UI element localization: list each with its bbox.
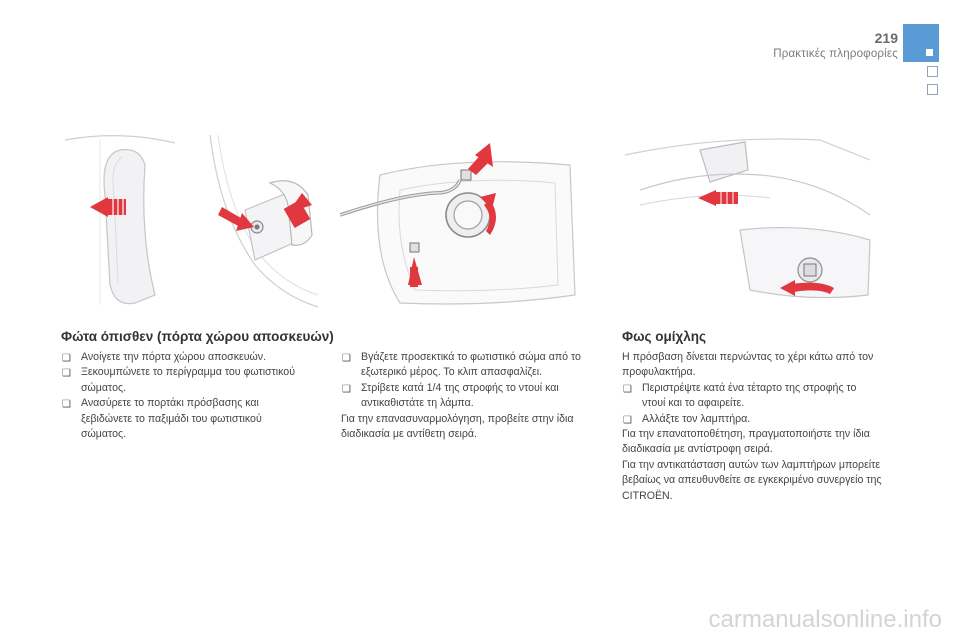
section-heading-reversing-lights: Φώτα όπισθεν (πόρτα χώρου αποσκευών) bbox=[61, 329, 334, 344]
right-instructions bbox=[622, 350, 882, 504]
chapter-tab[interactable] bbox=[927, 66, 938, 77]
tailgate-light-illustration bbox=[60, 135, 180, 310]
red-arrow-icon bbox=[698, 190, 738, 206]
dealer-note: Για την αντικατάσταση αυτών των λαμπτήρων μπορείτε βεβαίως να απευθυνθείτε σε εγκεκριμένο συνεργείο της CITROËN. bbox=[622, 458, 882, 502]
checkbox-bullet-icon: ❑ bbox=[62, 399, 71, 411]
section-title: Πρακτικές πληροφορίες bbox=[773, 48, 898, 60]
access-flap-illustration bbox=[200, 135, 320, 310]
checkbox-bullet-icon: ❑ bbox=[342, 353, 351, 364]
checkbox-bullet-icon: ❑ bbox=[62, 368, 71, 380]
watermark: carmanualsonline.info bbox=[708, 606, 942, 633]
checkbox-bullet-icon: ❑ bbox=[62, 353, 71, 364]
left-instructions bbox=[61, 350, 306, 442]
checkbox-bullet-icon: ❑ bbox=[623, 414, 632, 426]
section-heading-fog-light: Φως ομίχλης bbox=[622, 329, 707, 344]
middle-instructions bbox=[341, 350, 591, 442]
checkbox-bullet-icon: ❑ bbox=[623, 383, 632, 395]
tab-marker-icon bbox=[926, 49, 933, 56]
red-arrow-icon bbox=[90, 197, 126, 217]
list-item: ❑ Περιστρέψτε κατά ένα τέταρτο της στροφής το ντουί και το αφαιρείτε. bbox=[623, 381, 857, 410]
page-number: 219 bbox=[874, 30, 898, 46]
fog-light-illustration bbox=[620, 130, 875, 310]
list-item: ❑ Ανασύρετε το πορτάκι πρόσβασης και ξεβιδώνετε το παξιμάδι του φωτιστικού σώματος. bbox=[62, 397, 262, 441]
access-note: Η πρόσβαση δίνεται περνώντας το χέρι κάτω από τον προφυλακτήρα. bbox=[622, 351, 874, 379]
reassembly-note: Για την επανασυναρμολόγηση, προβείτε στην ίδια διαδικασία με αντίθετη σειρά. bbox=[341, 412, 574, 441]
chapter-tab[interactable] bbox=[927, 84, 938, 95]
list-item: ❑ Βγάζετε προσεκτικά το φωτιστικό σώμα από το εξωτερικό μέρος. Το κλιπ απασφαλίζει. bbox=[342, 351, 581, 379]
list-item: ❑ Αλλάξτε τον λαμπτήρα. bbox=[622, 412, 882, 427]
chapter-tab-active[interactable] bbox=[903, 24, 939, 62]
checkbox-bullet-icon: ❑ bbox=[342, 383, 351, 395]
list-item: ❑ Ανοίγετε την πόρτα χώρου αποσκευών. bbox=[61, 350, 306, 365]
list-item: ❑ Στρίβετε κατά 1/4 της στροφής το ντουί και αντικαθιστάτε τη λάμπα. bbox=[342, 381, 559, 410]
refit-note: Για την επανατοποθέτηση, πραγματοποιήστε την ίδια διαδικασία με αντίστροφη σειρά. bbox=[622, 428, 870, 456]
list-item: ❑ Ξεκουμπώνετε το περίγραμμα του φωτιστικού σώματος. bbox=[62, 366, 295, 394]
lamp-unit-illustration bbox=[340, 135, 580, 310]
